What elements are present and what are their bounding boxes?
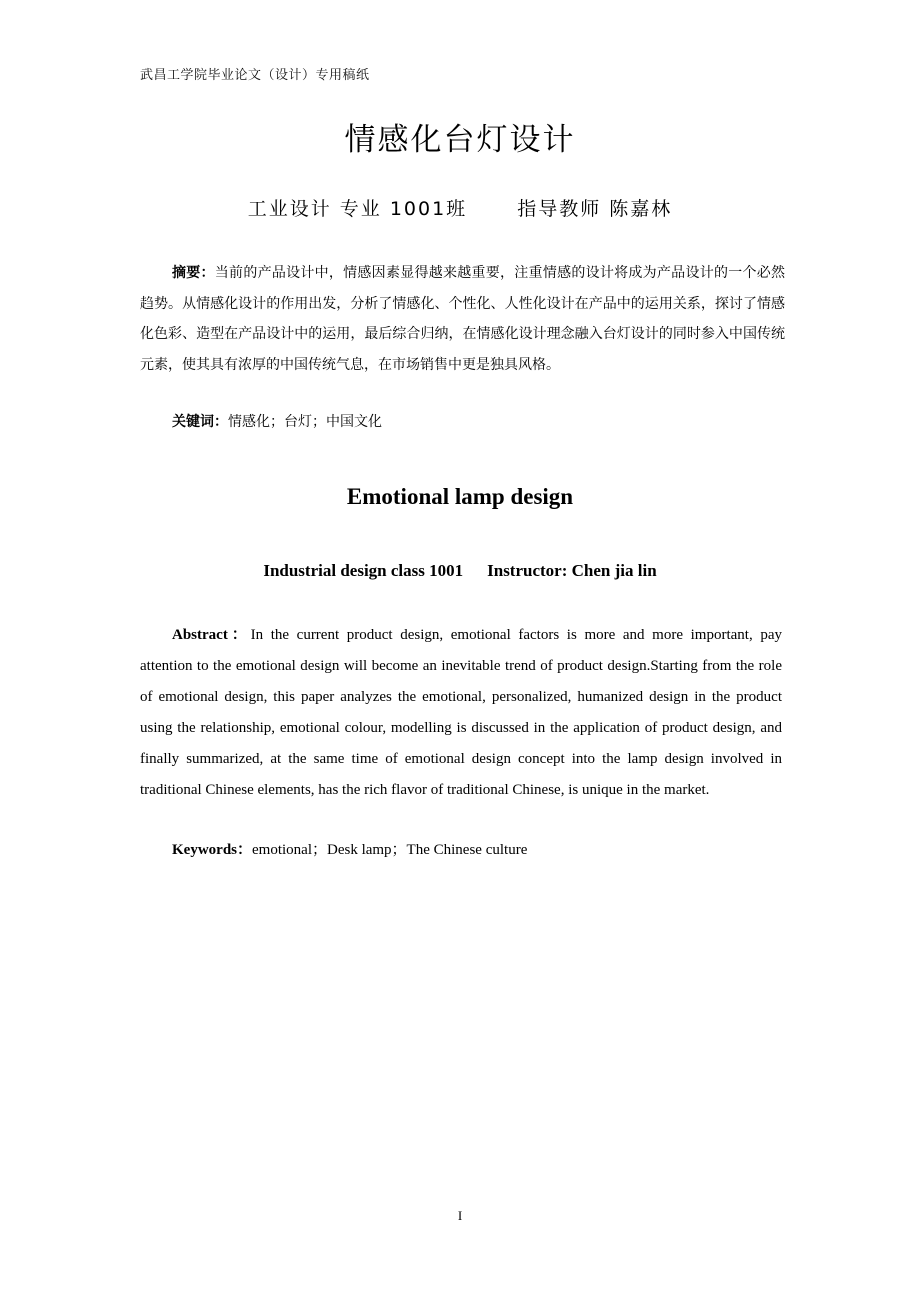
chinese-keywords-label: 关键词：: [172, 414, 228, 430]
english-abstract: [140, 620, 782, 806]
english-keywords-text: emotional；Desk lamp；The Chinese culture: [252, 842, 528, 858]
english-advisor: Instructor: Chen jia lin: [487, 561, 657, 580]
chinese-abstract: [140, 258, 785, 380]
chinese-keywords-text: 情感化；台灯；中国文化: [228, 414, 382, 430]
chinese-abstract-label: 摘要：: [172, 265, 215, 281]
chinese-title: 情感化台灯设计: [344, 122, 576, 158]
chinese-advisor: 指导教师 陈嘉林: [517, 198, 673, 220]
english-keywords: [172, 838, 527, 859]
english-byline: [0, 561, 920, 581]
chinese-keywords: [172, 411, 382, 431]
english-title: Emotional lamp design: [346, 484, 574, 509]
chinese-abstract-text: 当前的产品设计中，情感因素显得越来越重要，注重情感的设计将成为产品设计的一个必然趋势。从情感化设计的作用出发，分析了情感化、个性化、人性化设计在产品中的运用关系，探讨了情感化色彩、造型在产品设计中的运用，最后综合归纳，在情感化设计理念融入台灯设计的同时参入中国传统元素，使其具有浓厚的中国传统气息，在市场销售中更是独具风格。: [140, 265, 786, 373]
english-abstract-label: Abstract：: [172, 627, 251, 643]
chinese-byline: [0, 194, 920, 221]
page-number: I: [457, 1208, 463, 1223]
english-keywords-label: Keywords：: [172, 842, 252, 858]
chinese-major-class: 工业设计 专业 1001班: [247, 198, 468, 220]
english-abstract-text: In the current product design, emotional factors is more and more important, pay attention to the emotional design will become an inevitable trend of product design.Starting from the role of emotional design, this paper analyzes the emotional, personalized, humanized design in the product using the relationship, emotional colour, modelling is discussed in the application of product design, and finally summarized, at the same time of emotional design concept into the lamp design involved in traditional Chinese elements, has the rich flavor of traditional Chinese, is unique in the market.: [140, 627, 782, 798]
running-header: 武昌工学院毕业论文（设计）专用稿纸: [140, 68, 370, 83]
english-major-class: Industrial design class 1001: [263, 561, 464, 580]
